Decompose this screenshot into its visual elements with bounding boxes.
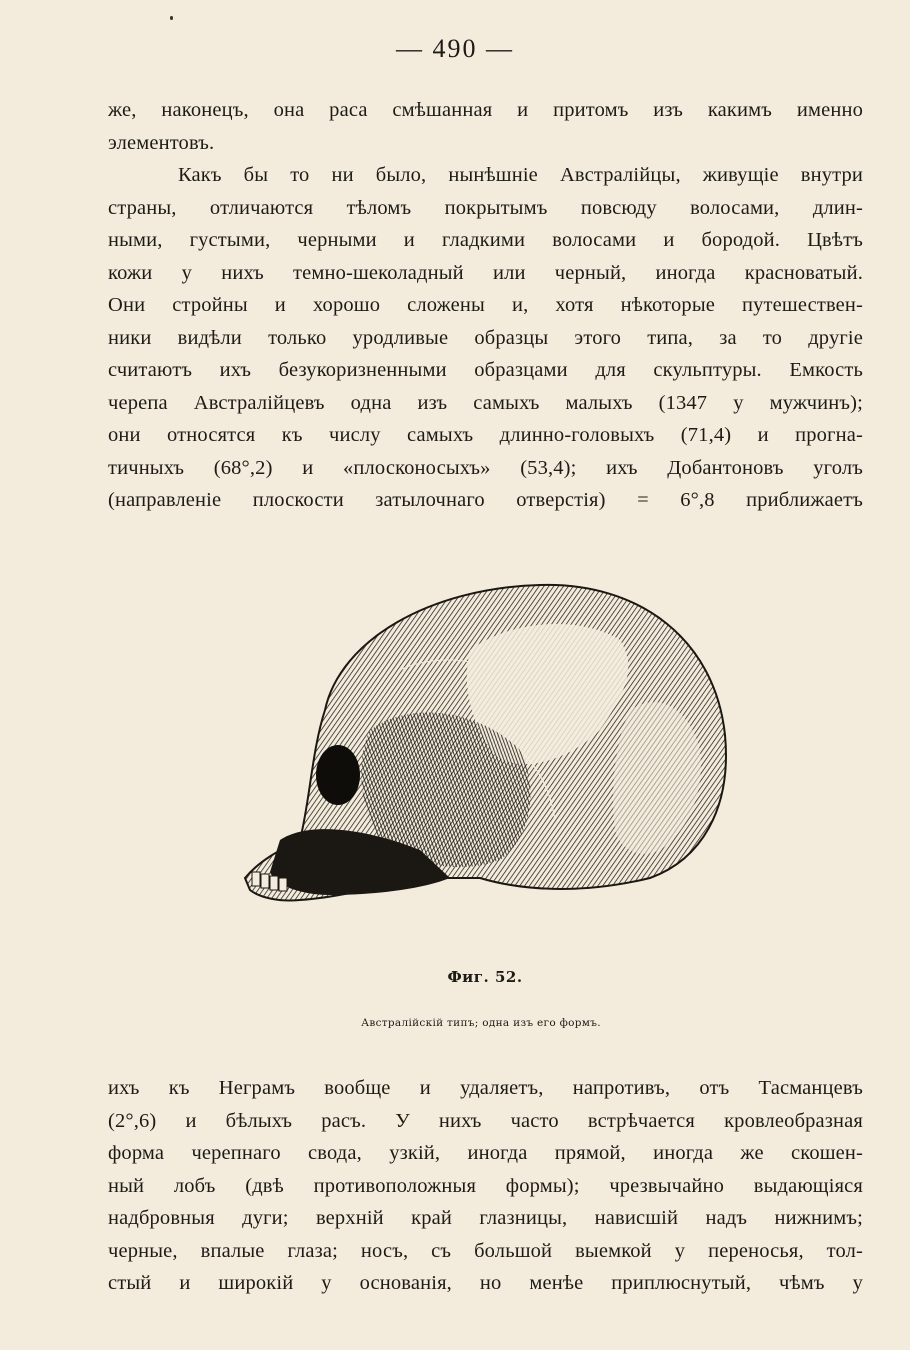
figure-caption: Австралійскій типъ; одна изъ его формъ. <box>361 1017 601 1029</box>
text-line: же, наконецъ, она раса смѣшанная и притомъ изъ какимъ именно <box>108 99 863 121</box>
text-line: Какъ бы то ни было, нынѣшніе Австралійцы, живущіе внутри <box>178 164 863 186</box>
text-line: стый и широкій у основанія, но менѣе приплюснутый, чѣмъ у <box>108 1272 863 1294</box>
text-line: кожи у нихъ темно-шеколадный или черный, иногда красноватый. <box>108 261 863 284</box>
paragraph-bottom <box>108 1072 863 1300</box>
text-line: ный лобъ (двѣ противоположныя формы); чрезвычайно выдающіяся <box>108 1174 863 1197</box>
text-line: страны, отличаются тѣломъ покрытымъ повсюду волосами, длин- <box>108 196 863 219</box>
text-line: форма черепнаго свода, узкій, иногда прямой, иногда же скошен- <box>108 1142 863 1164</box>
skull-illustration <box>220 560 740 920</box>
ink-speck <box>170 16 173 20</box>
figure-title: Фиг. 52. <box>447 968 523 986</box>
page-number: — 490 — <box>396 34 514 63</box>
paragraph-top <box>108 94 863 517</box>
text-line: надбровныя дуги; верхній край глазницы, нависшій надъ нижнимъ; <box>108 1207 863 1229</box>
text-line: они относятся къ числу самыхъ длинно-головыхъ (71,4) и прогна- <box>108 424 863 446</box>
text-line: черные, впалые глаза; носъ, съ большой выемкой у переносья, тол- <box>108 1239 863 1262</box>
text-line: элементовъ. <box>108 131 215 154</box>
text-line: ники видѣли только уродливые образцы этого типа, за то другіе <box>108 326 863 349</box>
text-line: (направленіе плоскости затылочнаго отверстія) = 6°,8 приближаетъ <box>108 489 863 511</box>
text-line: ихъ къ Неграмъ вообще и удаляетъ, напротивъ, отъ Тасманцевъ <box>108 1077 863 1099</box>
text-line: считаютъ ихъ безукоризненными образцами для скульптуры. Емкость <box>108 359 863 381</box>
text-line: (2°,6) и бѣлыхъ расъ. У нихъ часто встрѣчается кровлеобразная <box>108 1109 863 1132</box>
text-line: черепа Австралійцевъ одна изъ самыхъ малыхъ (1347 у мужчинъ); <box>108 391 863 414</box>
text-line: тичныхъ (68°,2) и «плосконосыхъ» (53,4); ихъ Добантоновъ уголъ <box>108 456 863 479</box>
text-line: Они стройны и хорошо сложены и, хотя нѣкоторые путешествен- <box>108 294 863 316</box>
text-line: ными, густыми, черными и гладкими волосами и бородой. Цвѣтъ <box>108 229 863 251</box>
